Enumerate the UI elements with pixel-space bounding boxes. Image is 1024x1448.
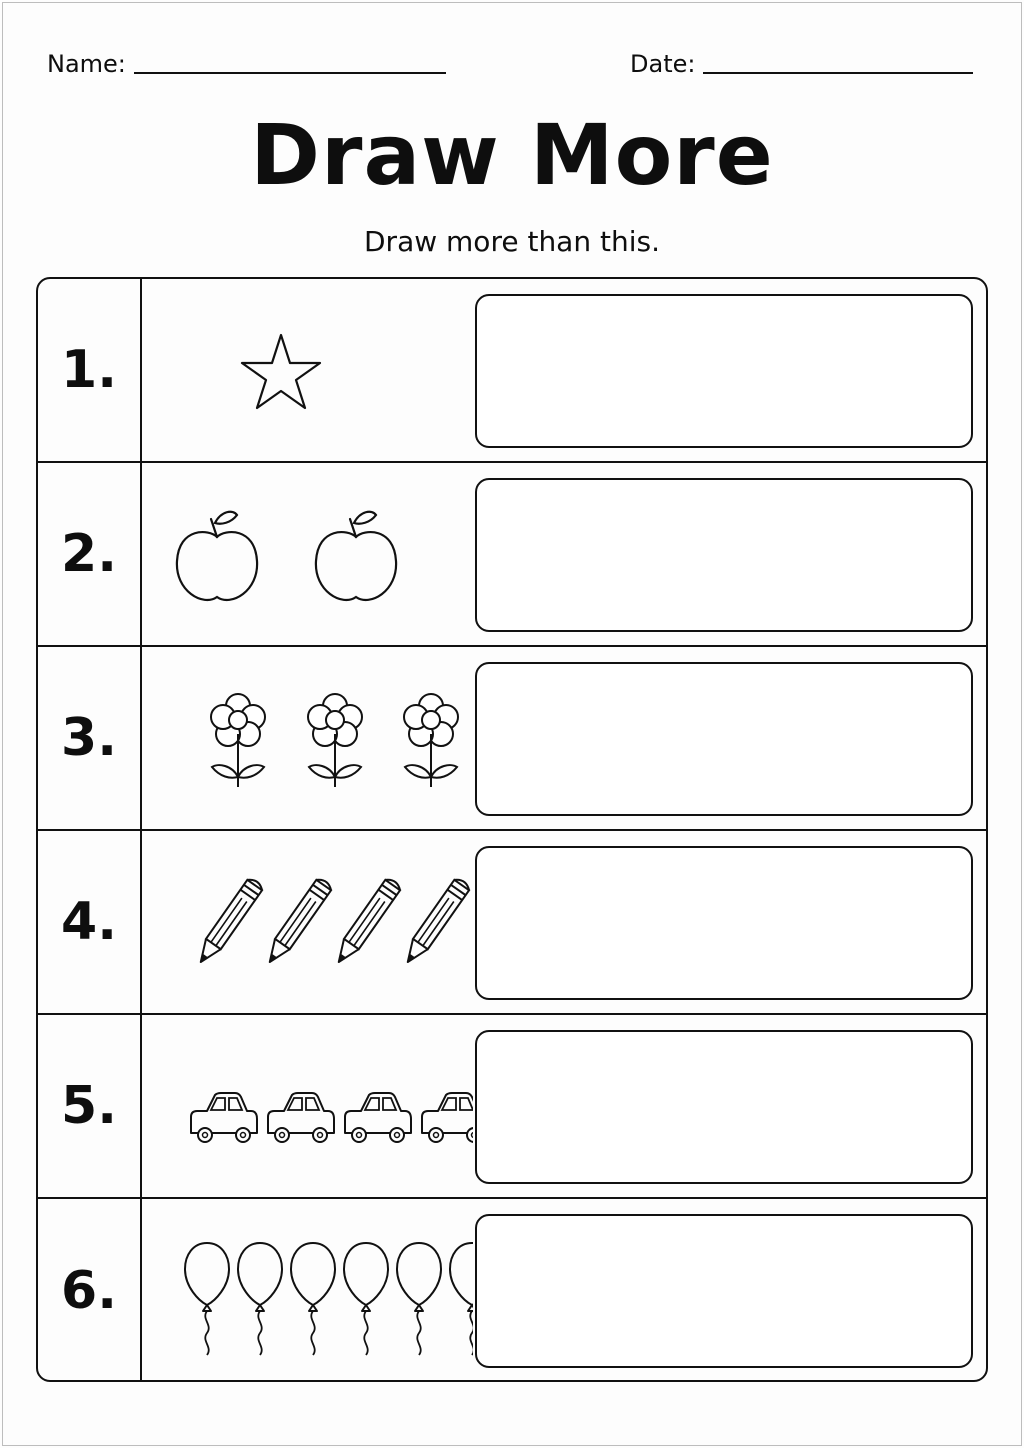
- answer-box-4[interactable]: [475, 846, 973, 1000]
- row-number: 4.: [38, 831, 142, 1013]
- answer-box-2[interactable]: [475, 478, 973, 632]
- worksheet-title: Draw More: [250, 106, 774, 204]
- pencil-icon: [262, 877, 333, 968]
- exercise-row-1: [38, 279, 986, 463]
- exercise-row-6: [38, 1199, 986, 1382]
- row-pictures: [143, 463, 473, 647]
- flower-icon: [211, 694, 265, 787]
- date-blank-line[interactable]: [703, 71, 973, 74]
- date-label: Date:: [630, 50, 696, 78]
- row-pictures: [143, 279, 473, 463]
- star-icon: [242, 335, 320, 408]
- exercise-row-3: [38, 647, 986, 831]
- apple-icon: [177, 512, 257, 600]
- row-pictures: [143, 647, 473, 831]
- row-number: 1.: [38, 279, 142, 461]
- balloon-icon: [397, 1243, 441, 1355]
- picture-cell: [143, 647, 473, 829]
- pencil-icon: [331, 877, 402, 968]
- balloon-icon: [344, 1243, 388, 1355]
- answer-box-1[interactable]: [475, 294, 973, 448]
- exercise-row-5: [38, 1015, 986, 1199]
- balloon-icon: [450, 1243, 473, 1355]
- row-pictures: [143, 1015, 473, 1199]
- pencil-icon: [193, 877, 264, 968]
- picture-cell: [143, 279, 473, 461]
- name-field[interactable]: [47, 50, 446, 78]
- row-number: 5.: [38, 1015, 142, 1197]
- row-pictures: [143, 831, 473, 1015]
- picture-cell: [143, 1199, 473, 1382]
- flower-icon: [308, 694, 362, 787]
- row-pictures: [143, 1199, 473, 1382]
- picture-cell: [143, 831, 473, 1013]
- picture-cell: [143, 1015, 473, 1197]
- exercise-row-4: [38, 831, 986, 1015]
- answer-box-6[interactable]: [475, 1214, 973, 1368]
- car-icon: [268, 1093, 334, 1142]
- row-number: 2.: [38, 463, 142, 645]
- exercise-row-2: [38, 463, 986, 647]
- balloon-icon: [185, 1243, 229, 1355]
- apple-icon: [316, 512, 396, 600]
- balloon-icon: [238, 1243, 282, 1355]
- flower-icon: [404, 694, 458, 787]
- picture-cell: [143, 463, 473, 645]
- row-number: 6.: [38, 1199, 142, 1382]
- answer-box-5[interactable]: [475, 1030, 973, 1184]
- name-blank-line[interactable]: [134, 71, 446, 74]
- balloon-icon: [291, 1243, 335, 1355]
- date-field[interactable]: [630, 50, 973, 78]
- name-label: Name:: [47, 50, 126, 78]
- row-number: 3.: [38, 647, 142, 829]
- car-icon: [345, 1093, 411, 1142]
- car-icon: [191, 1093, 257, 1142]
- exercise-table: [36, 277, 988, 1382]
- pencil-icon: [400, 877, 471, 968]
- car-icon: [422, 1093, 473, 1142]
- answer-box-3[interactable]: [475, 662, 973, 816]
- worksheet-instructions: Draw more than this.: [364, 225, 660, 258]
